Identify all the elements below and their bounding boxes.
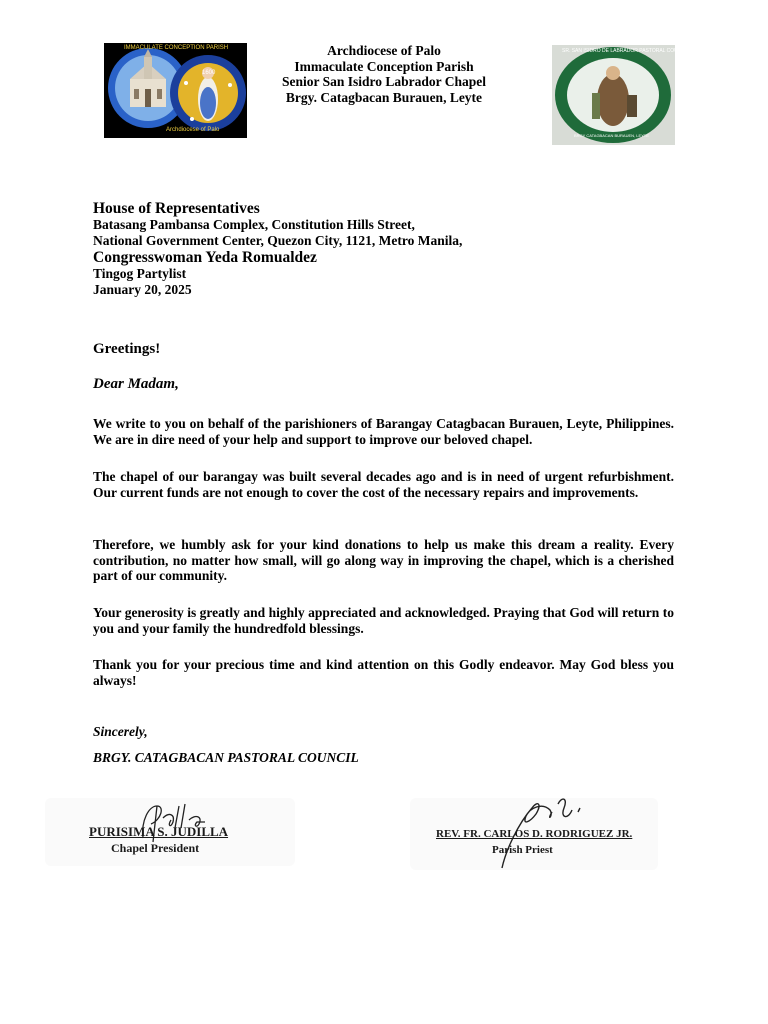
seal-text-bottom: BRGY CATAGBACAN BURAUEN, LEYTE [574,133,649,138]
letterhead [248,43,520,105]
body-paragraph: The chapel of our barangay was built several decades ago and is in need of urgent refurbishment. Our current funds are not enough to cover the cost of the necessary repairs and improvements. [93,469,674,500]
body-paragraph: Therefore, we humbly ask for your kind donations to help us make this dream a reality. Every contribution, no matter how small, will go along way in improving the chapel, which is a cherished part of our community. [93,537,674,583]
recipient-name: Congresswoman Yeda Romualdez [93,249,317,266]
letter-date: January 20, 2025 [93,282,192,297]
left-logo-top-text: IMMACULATE CONCEPTION PARISH [124,45,229,51]
seal-text: SR. SAN ISIDRO DE LABRADOR PASTORAL COUNCIL [562,48,690,54]
pastoral-council-seal [552,45,690,145]
recipient-line: House of Representatives [93,200,260,217]
body-paragraph: Your generosity is greatly and highly appreciated and acknowledged. Praying that God will return to you and your family the hundredfold blessings. [93,605,674,636]
signatory-title: Chapel President [111,841,200,855]
signatory-name: REV. FR. CARLOS D. RODRIGUEZ JR. [436,828,633,840]
recipient-line: Batasang Pambansa Complex, Constitution Hills Street, [93,217,415,232]
signatory-title: Parish Priest [492,844,553,856]
recipient-address [93,200,693,298]
left-logo-year: 1600 [202,70,216,76]
left-logo-bottom-text: Archdiocese of Palo [166,127,220,133]
signatory-name: PURISIMA S. JUDILLA [89,824,229,839]
signature-block-priest [410,790,658,870]
recipient-line: National Government Center, Quezon City, 1121, Metro Manila, [93,233,463,248]
body-paragraph: Thank you for your precious time and kind attention on this Godly endeavor. May God bless you always! [93,657,674,688]
signature-block-president [45,798,295,866]
letterhead-line: Senior San Isidro Labrador Chapel [281,74,487,89]
letterhead-line: Immaculate Conception Parish [294,58,474,74]
closing: Sincerely, [93,724,148,739]
council-name: BRGY. CATAGBACAN PASTORAL COUNCIL [93,750,359,765]
parish-logo [104,43,247,138]
letterhead-line: Archdiocese of Palo [327,43,441,58]
salutation: Dear Madam, [93,376,179,392]
letterhead-line: Brgy. Catagbacan Burauen, Leyte [285,89,483,105]
body-paragraph: We write to you on behalf of the parishioners of Barangay Catagbacan Burauen, Leyte, Philippines. We are in dire need of your help and support to improve our beloved chapel. [93,416,674,447]
greeting: Greetings! [93,341,161,357]
recipient-line: Tingog Partylist [93,266,187,281]
